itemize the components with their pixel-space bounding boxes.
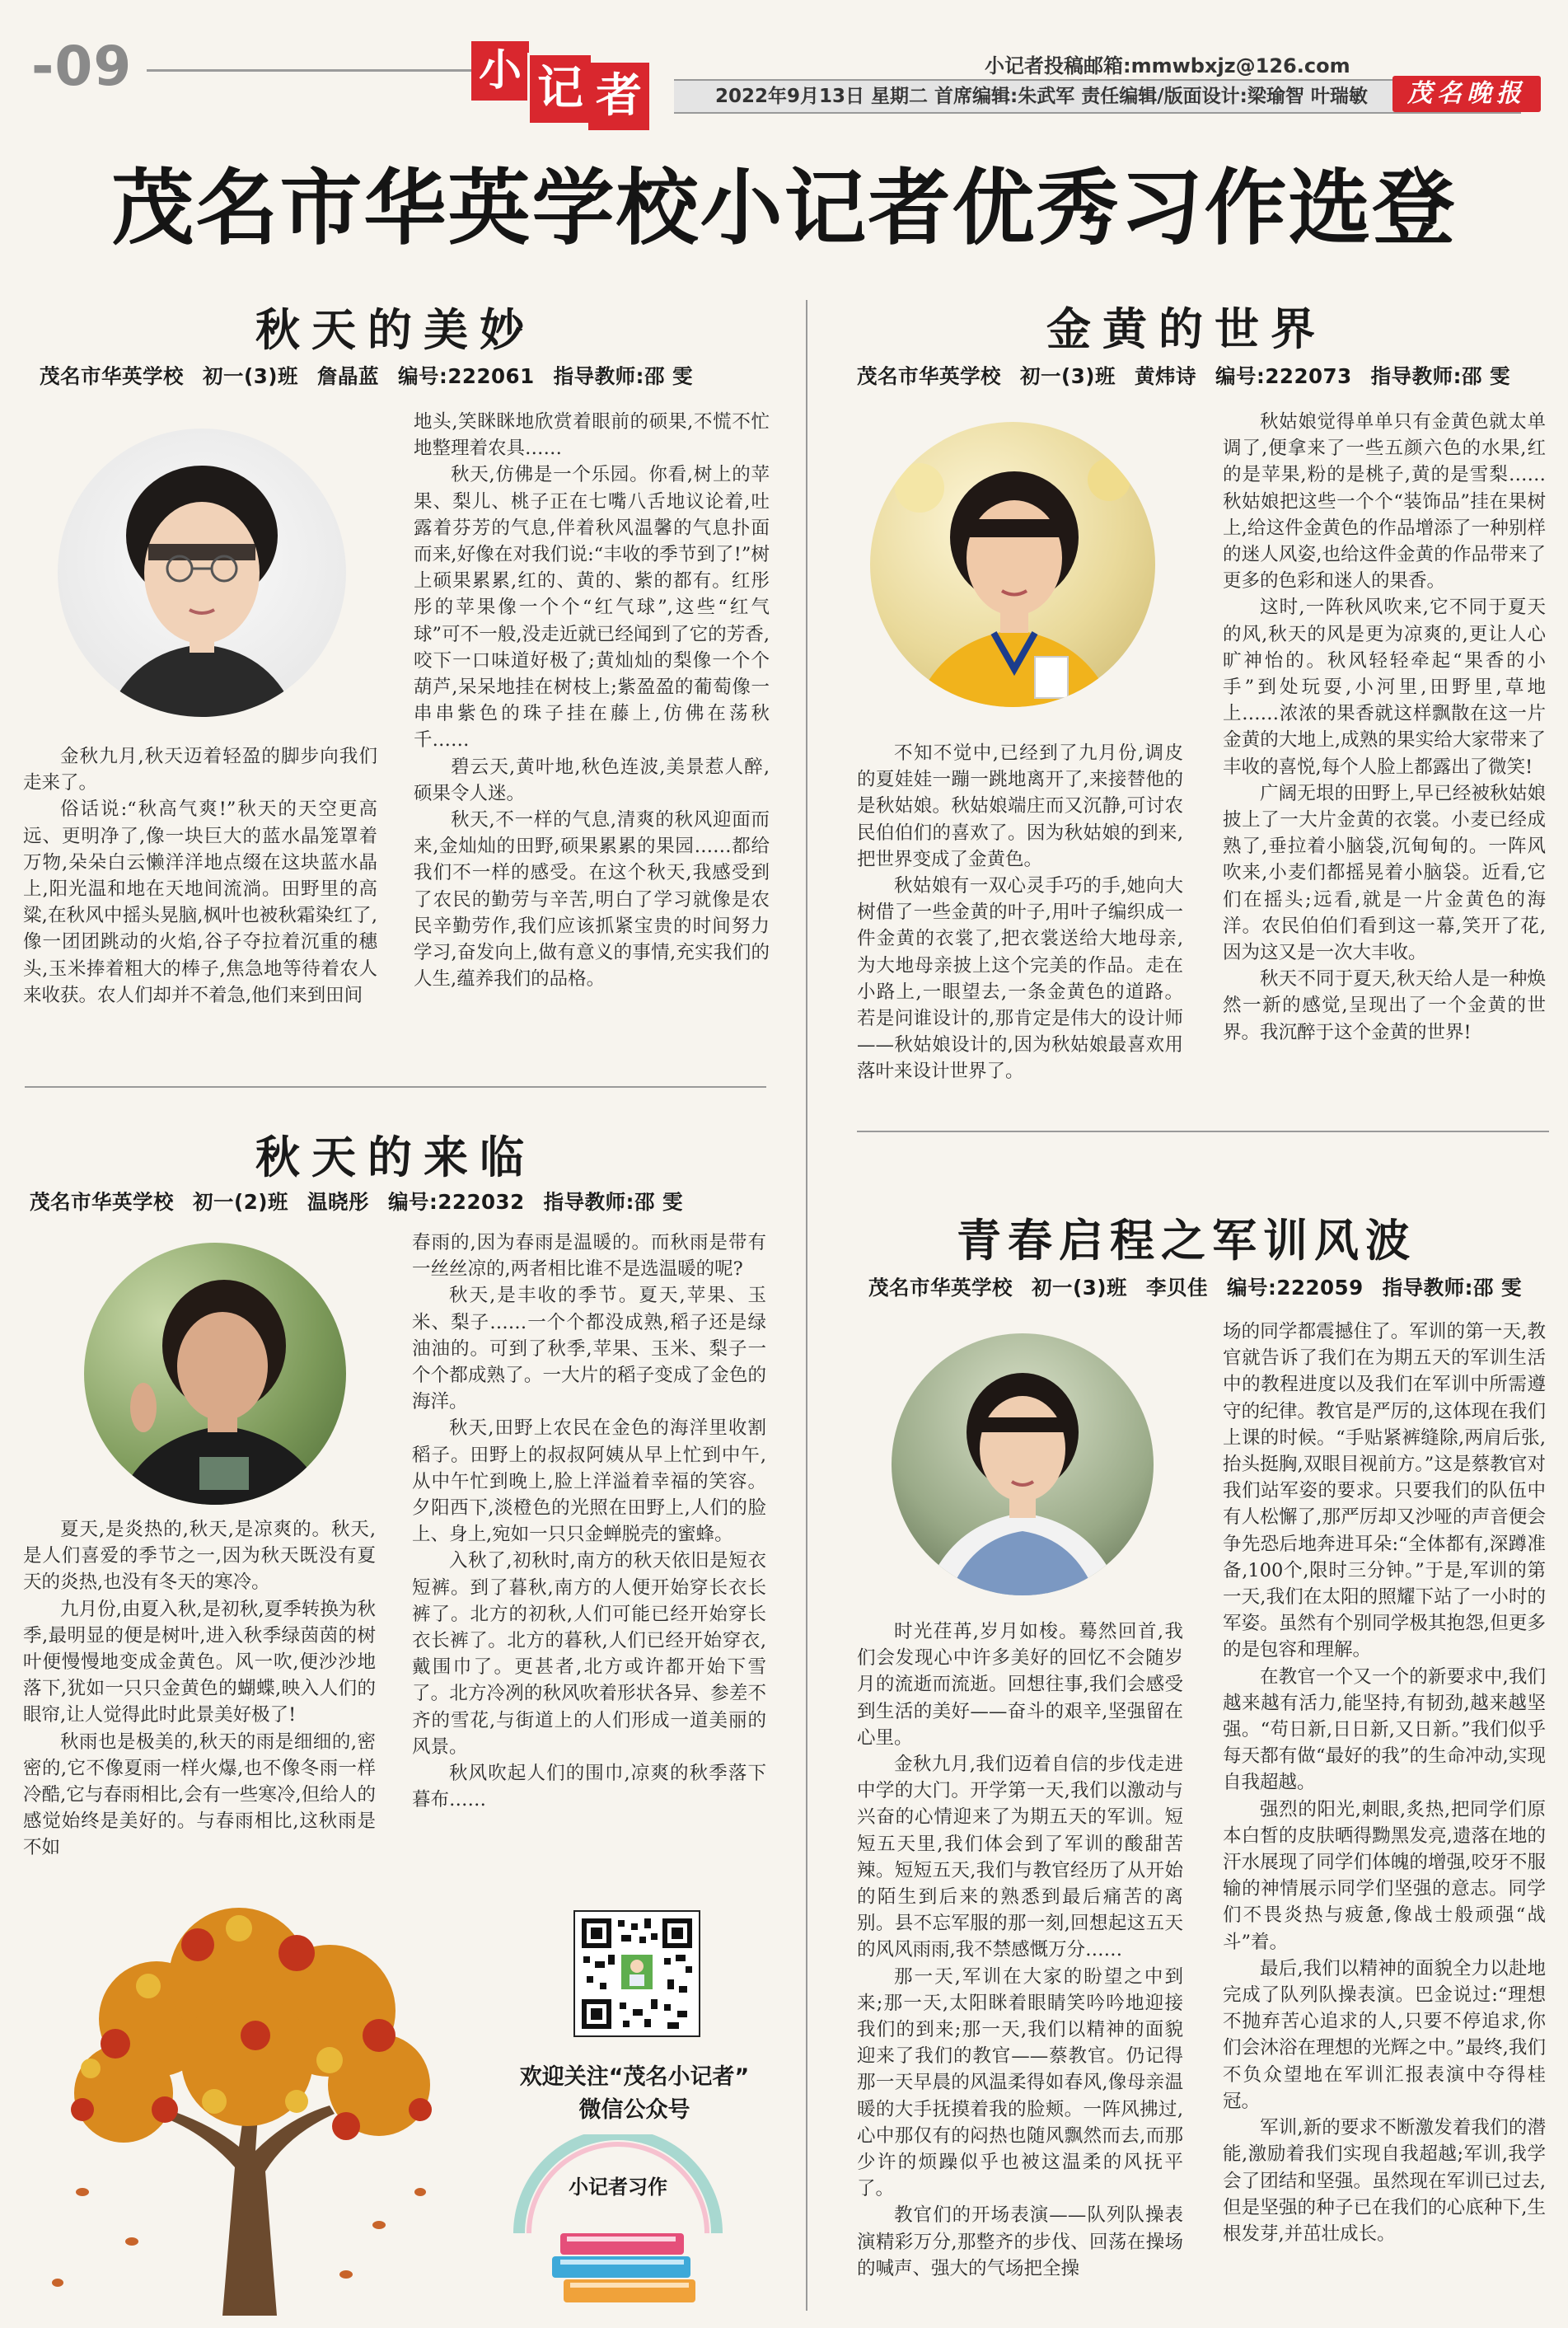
paragraph: 秋天,不一样的气息,清爽的秋风迎面而来,金灿灿的田野,硕果累累的果园……都给我们不一样的感受。在这个秋天,我感受到了农民的勤劳与辛苦,明白了学习就像是农民辛勤劳作,我们应该抓紧宝贵的时间努力学习,奋发向上,做有意义的事情,充实我们的人生,蕴养我们的品格。	[414, 809, 770, 991]
paragraph: 最后,我们以精神的面貌全力以赴地完成了队列队操表演。巴金说过:“理想不抛弃苦心追求的人,只要不停追求,你们会沐浴在理想的光辉之中。”最终,我们不负众望地在军训汇报表演中夺得桂冠。	[1223, 1957, 1546, 2112]
author-photo	[58, 429, 346, 717]
article-column	[857, 1618, 1183, 2282]
article-title: 金黄的世界	[1046, 303, 1327, 355]
portrait-illustration	[870, 422, 1155, 707]
paragraph: 春雨的,因为春雨是温暖的。而秋雨是带有一丝丝凉的,两者相比谁不是选温暖的呢?	[412, 1232, 766, 1281]
article-title: 青春启程之军训风波	[957, 1215, 1416, 1267]
portrait-illustration	[84, 1243, 346, 1505]
tree-icon	[33, 1895, 461, 2316]
paragraph: 广阔无垠的田野上,早已经被秋姑娘披上了一大片金黄的衣裳。小麦已经成熟了,垂拉着小脑袋,沉甸甸的。一阵风吹来,小麦们都摇晃着小脑袋。近看,它们在摇头;远看,就是一片金黄色的海洋。农民伯伯们看到这一幕,笑开了花,因为这又是一次大丰收。	[1223, 782, 1546, 964]
qr-code-icon	[575, 1912, 699, 2035]
byline-class: 初一(2)班	[193, 1190, 288, 1214]
paragraph: 秋姑娘有一双心灵手巧的手,她向大树借了一些金黄的叶子,用叶子编织成一件金黄的衣裳了,把衣裳送给大地母亲,为大地母亲披上这个完美的作品。走在小路上,一眼望去,一条金黄色的道路。若是问谁设计的,那肯定是伟大的设计师——秋姑娘设计的,因为秋姑娘最喜欢用落叶来设计世界了。	[857, 875, 1183, 1083]
paragraph: 教官们的开场表演——队列队操表演精彩万分,那整齐的步伐、回荡在操场的喊声、强大的气场把全操	[857, 2204, 1183, 2279]
paragraph: 秋姑娘觉得单单只有金黄色就太单调了,便拿来了一些五颜六色的水果,红的是苹果,粉的是桃子,黄的是雪梨……秋姑娘把这些一个个“装饰品”挂在果树上,给这件金黄色的作品增添了一种别样的迷人风姿,也给这件金黄的作品带来了更多的色彩和迷人的果香。	[1223, 411, 1546, 593]
paragraph: 碧云天,黄叶地,秋色连波,美景惹人醉,硕果令人迷。	[414, 756, 770, 804]
article-title: 秋天的美妙	[255, 304, 536, 356]
divider-left	[25, 1086, 766, 1088]
article-column	[414, 409, 770, 992]
paragraph: 不知不觉中,已经到了九月份,调皮的夏娃娃一蹦一跳地离开了,来接替他的是秋姑娘。秋姑娘端庄而又沉静,可讨农民伯伯们的喜欢了。因为秋姑娘的到来,把世界变成了金黄色。	[857, 742, 1183, 870]
dateline: 2022年9月13日 星期二 首席编辑:朱武军 责任编辑/版面设计:梁瑜智 叶瑞敏	[715, 86, 1368, 107]
paragraph: 场的同学都震撼住了。军训的第一天,教官就告诉了我们在为期五天的军训生活中的教程进度以及我们在军训中所需遵守的纪律。教官是严厉的,这体现在我们上课的时候。“手贴紧裤缝除,两肩后张,抬头挺胸,双眼目视前方。”这是蔡教官对我们站军姿的要求。只要我们的队伍中有人松懈了,那严厉却又沙哑的声音便会争先恐后地奔进耳朵:“全体都有,深蹲准备,100个,限时三分钟。”于是,军训的第一天,我们在太阳的照耀下站了一小时的军姿。虽然有个别同学极其抱怨,但更多的是包容和理解。	[1223, 1321, 1546, 1661]
page-headline: 茂名市华英学校小记者优秀习作选登	[111, 160, 1457, 256]
paragraph: 秋雨也是极美的,秋天的雨是细细的,密密的,它不像夏雨一样火爆,也不像冬雨一样冷酷,它与春雨相比,会有一些寒冷,但给人的感觉始终是美好的。与春雨相比,这秋雨是不如	[23, 1731, 376, 1859]
column-divider	[806, 300, 807, 2311]
article-byline	[857, 361, 1522, 390]
byline-author: 李贝佳	[1146, 1276, 1209, 1300]
byline-class: 初一(3)班	[203, 364, 298, 388]
byline-school: 茂名市华英学校	[857, 364, 1001, 388]
qr-code	[573, 1910, 700, 2037]
article-byline	[30, 1187, 695, 1216]
byline-teacher: 指导教师:邵 雯	[553, 364, 693, 388]
byline-school: 茂名市华英学校	[30, 1190, 174, 1214]
paragraph: 秋天,是丰收的季节。夏天,苹果、玉米、梨子……一个个都没成熟,稻子还是绿油油的。可到了秋季,苹果、玉米、梨子一个个都成熟了。一大片的稻子变成了金色的海洋。	[412, 1285, 766, 1413]
article-byline	[868, 1272, 1533, 1301]
article-column	[412, 1230, 766, 1813]
paragraph: 金秋九月,秋天迈着轻盈的脚步向我们走来了。	[23, 746, 377, 794]
section-char-1: 小	[471, 41, 529, 101]
article-title: 秋天的来临	[255, 1131, 536, 1183]
paragraph: 地头,笑眯眯地欣赏着眼前的硕果,不慌不忙地整理着农具……	[414, 411, 770, 460]
author-photo	[84, 1243, 346, 1505]
byline-school: 茂名市华英学校	[40, 364, 184, 388]
paragraph: 夏天,是炎热的,秋天,是凉爽的。秋天,是人们喜爱的季节之一,因为秋天既没有夏天的炎热,也没有冬天的寒冷。	[23, 1519, 376, 1594]
paragraph: 俗话说:“秋高气爽!”秋天的天空更高远、更明净了,像一块巨大的蓝水晶笼罩着万物,朵朵白云懒洋洋地点缀在这块蓝水晶上,阳光温和地在天地间流淌。田野里的高粱,在秋风中摇头晃脑,枫叶也被秋霜染红了,像一团团跳动的火焰,谷子夺拉着沉重的穗头,玉米捧着粗大的棒子,焦急地等待着农人来收获。农人们却并不着急,他们来到田间	[23, 799, 377, 1006]
byline-number: 编号:222061	[398, 364, 535, 388]
autumn-tree-illustration	[33, 1895, 461, 2316]
byline-author: 詹晶蓝	[317, 364, 380, 388]
promo-follow-line1: 欢迎关注“茂名小记者”	[519, 2064, 750, 2090]
page-number: -09	[31, 35, 133, 98]
article-byline	[40, 361, 704, 390]
byline-author: 温晓彤	[307, 1190, 370, 1214]
paragraph: 九月份,由夏入秋,是初秋,夏季转换为秋季,最明显的便是树叶,进入秋季绿茵茵的树叶便慢慢地变成金黄色。风一吹,便沙沙地落下,犹如一只只金黄色的蝴蝶,映入人们的眼帘,让人觉得此时此景美好极了!	[23, 1598, 376, 1726]
section-char-3: 者	[588, 63, 649, 130]
portrait-illustration	[58, 429, 346, 717]
paragraph: 秋天不同于夏天,秋天给人是一种焕然一新的感觉,呈现出了一个金黄的世界。我沉醉于这个金黄的世界!	[1223, 968, 1546, 1043]
byline-teacher: 指导教师:邵 雯	[1370, 364, 1510, 388]
article-column	[23, 743, 377, 1009]
author-photo	[892, 1333, 1154, 1595]
portrait-illustration	[892, 1333, 1154, 1595]
article-column	[1223, 409, 1546, 1046]
paragraph: 那一天,军训在大家的盼望之中到来;那一天,太阳眯着眼睛笑吟吟地迎接我们的到来;那一天,我们以精神的面貌迎来了我们的教官——蔡教官。仍记得那一天早晨的风温柔得如春风,像母亲温暖的大手抚摸着我的脸颊。一阵风拂过,心中那仅有的闷热也随风飘然而去,而那少许的烦躁似乎也被这温柔的风抚平了。	[857, 1965, 1183, 2200]
divider-right	[857, 1131, 1549, 1132]
book-label: 小记者习作	[569, 2176, 667, 2199]
paragraph: 这时,一阵秋风吹来,它不同于夏天的风,秋天的风是更为凉爽的,更让人心旷神怡的。秋风轻轻牵起“果香的小手”到处玩耍,小河里,田野里,草地上……浓浓的果香就这样飘散在这一片金黄的大地上,成熟的果实给大家带来了丰收的喜悦,每个人脸上都露出了微笑!	[1223, 597, 1546, 778]
byline-number: 编号:222073	[1215, 364, 1352, 388]
paragraph: 军训,新的要求不断激发着我们的潜能,激励着我们实现自我超越;军训,我学会了团结和坚强。虽然现在军训已过去,但是坚强的种子已在我们的心底种下,生根发芽,并茁壮成长。	[1223, 2117, 1546, 2245]
paragraph: 时光荏苒,岁月如梭。蓦然回首,我们会发现心中许多美好的回忆不会随岁月的流逝而流逝。回想往事,我们会感受到生活的美好——奋斗的艰辛,坚强留在心里。	[857, 1621, 1183, 1749]
newspaper-name: 茂名晚报	[1407, 79, 1526, 108]
newspaper-logo	[1392, 76, 1541, 112]
submission-email: 小记者投稿邮箱:mmwbxjz@126.com	[985, 54, 1350, 77]
article-column	[23, 1516, 376, 1862]
article-column	[1223, 1319, 1546, 2247]
byline-teacher: 指导教师:邵 雯	[543, 1190, 683, 1214]
section-char-2: 记	[527, 53, 593, 125]
author-photo	[870, 422, 1155, 707]
byline-number: 编号:222059	[1227, 1276, 1364, 1300]
byline-class: 初一(3)班	[1020, 364, 1116, 388]
byline-school: 茂名市华英学校	[868, 1276, 1013, 1300]
book-illustration	[494, 2134, 742, 2316]
byline-author: 黄炜诗	[1135, 364, 1197, 388]
paragraph: 入秋了,初秋时,南方的秋天依旧是短衣短裤。到了暮秋,南方的人便开始穿长衣长裤了。北方的初秋,人们可能已经开始穿长衣长裤了。北方的暮秋,人们已经开始穿衣,戴围巾了。更甚者,北方或许都开始下雪了。北方冷冽的秋风吹着形状各异、参差不齐的雪花,与街道上的人们形成一道美丽的风景。	[412, 1550, 766, 1758]
byline-number: 编号:222032	[388, 1190, 525, 1214]
paragraph: 在教官一个又一个的新要求中,我们越来越有活力,能坚持,有韧劲,越来越坚强。“苟日新,日日新,又日新。”我们似乎每天都有做“最好的我”的生命冲动,实现自我超越。	[1223, 1665, 1546, 1794]
byline-teacher: 指导教师:邵 雯	[1382, 1276, 1522, 1300]
paragraph: 秋风吹起人们的围巾,凉爽的秋季落下暮布……	[412, 1763, 766, 1811]
books-icon	[494, 2134, 742, 2316]
byline-class: 初一(3)班	[1032, 1276, 1127, 1300]
promo-follow-line2: 微信公众号	[578, 2097, 690, 2123]
article-column	[857, 740, 1183, 1085]
masthead-rule-left	[147, 69, 472, 72]
section-tag	[471, 41, 661, 132]
paragraph: 强烈的阳光,刺眼,炙热,把同学们原本白皙的皮肤晒得黝黑发亮,遗落在地的汗水展现了同学们体魄的增强,咬牙不服输的神情展示同学们坚强的意志。同学们不畏炎热与疲惫,像战士般顽强“战斗”着。	[1223, 1798, 1546, 1953]
paragraph: 秋天,田野上农民在金色的海洋里收割稻子。田野上的叔叔阿姨从早上忙到中午,从中午忙到晚上,脸上洋溢着幸福的笑容。夕阳西下,淡橙色的光照在田野上,人们的脸上、身上,宛如一只只金蝉脱壳的蜜蜂。	[412, 1417, 766, 1546]
paragraph: 秋天,仿佛是一个乐园。你看,树上的苹果、梨儿、桃子正在七嘴八舌地议论着,吐露着芬芳的气息,伴着秋风温馨的气息扑面而来,好像在对我们说:“丰收的季节到了!”树上硕果累累,红的、黄的、紫的都有。红彤彤的苹果像一个个“红气球”,这些“红气球”可不一般,没走近就已经闻到了它的芳香,咬下一口味道好极了;黄灿灿的梨像一个个葫芦,呆呆地挂在树枝上;紫盈盈的葡萄像一串串紫色的珠子挂在藤上,仿佛在荡秋千……	[414, 464, 770, 752]
paragraph: 金秋九月,我们迈着自信的步伐走进中学的大门。开学第一天,我们以激动与兴奋的心情迎来了为期五天的军训。短短五天里,我们体会到了军训的酸甜苦辣。短短五天,我们与教官经历了从开始的陌生到后来的熟悉到最后痛苦的离别。县不忘军服的那一刻,回想起这五天的风风雨雨,我不禁感慨万分……	[857, 1754, 1183, 1961]
